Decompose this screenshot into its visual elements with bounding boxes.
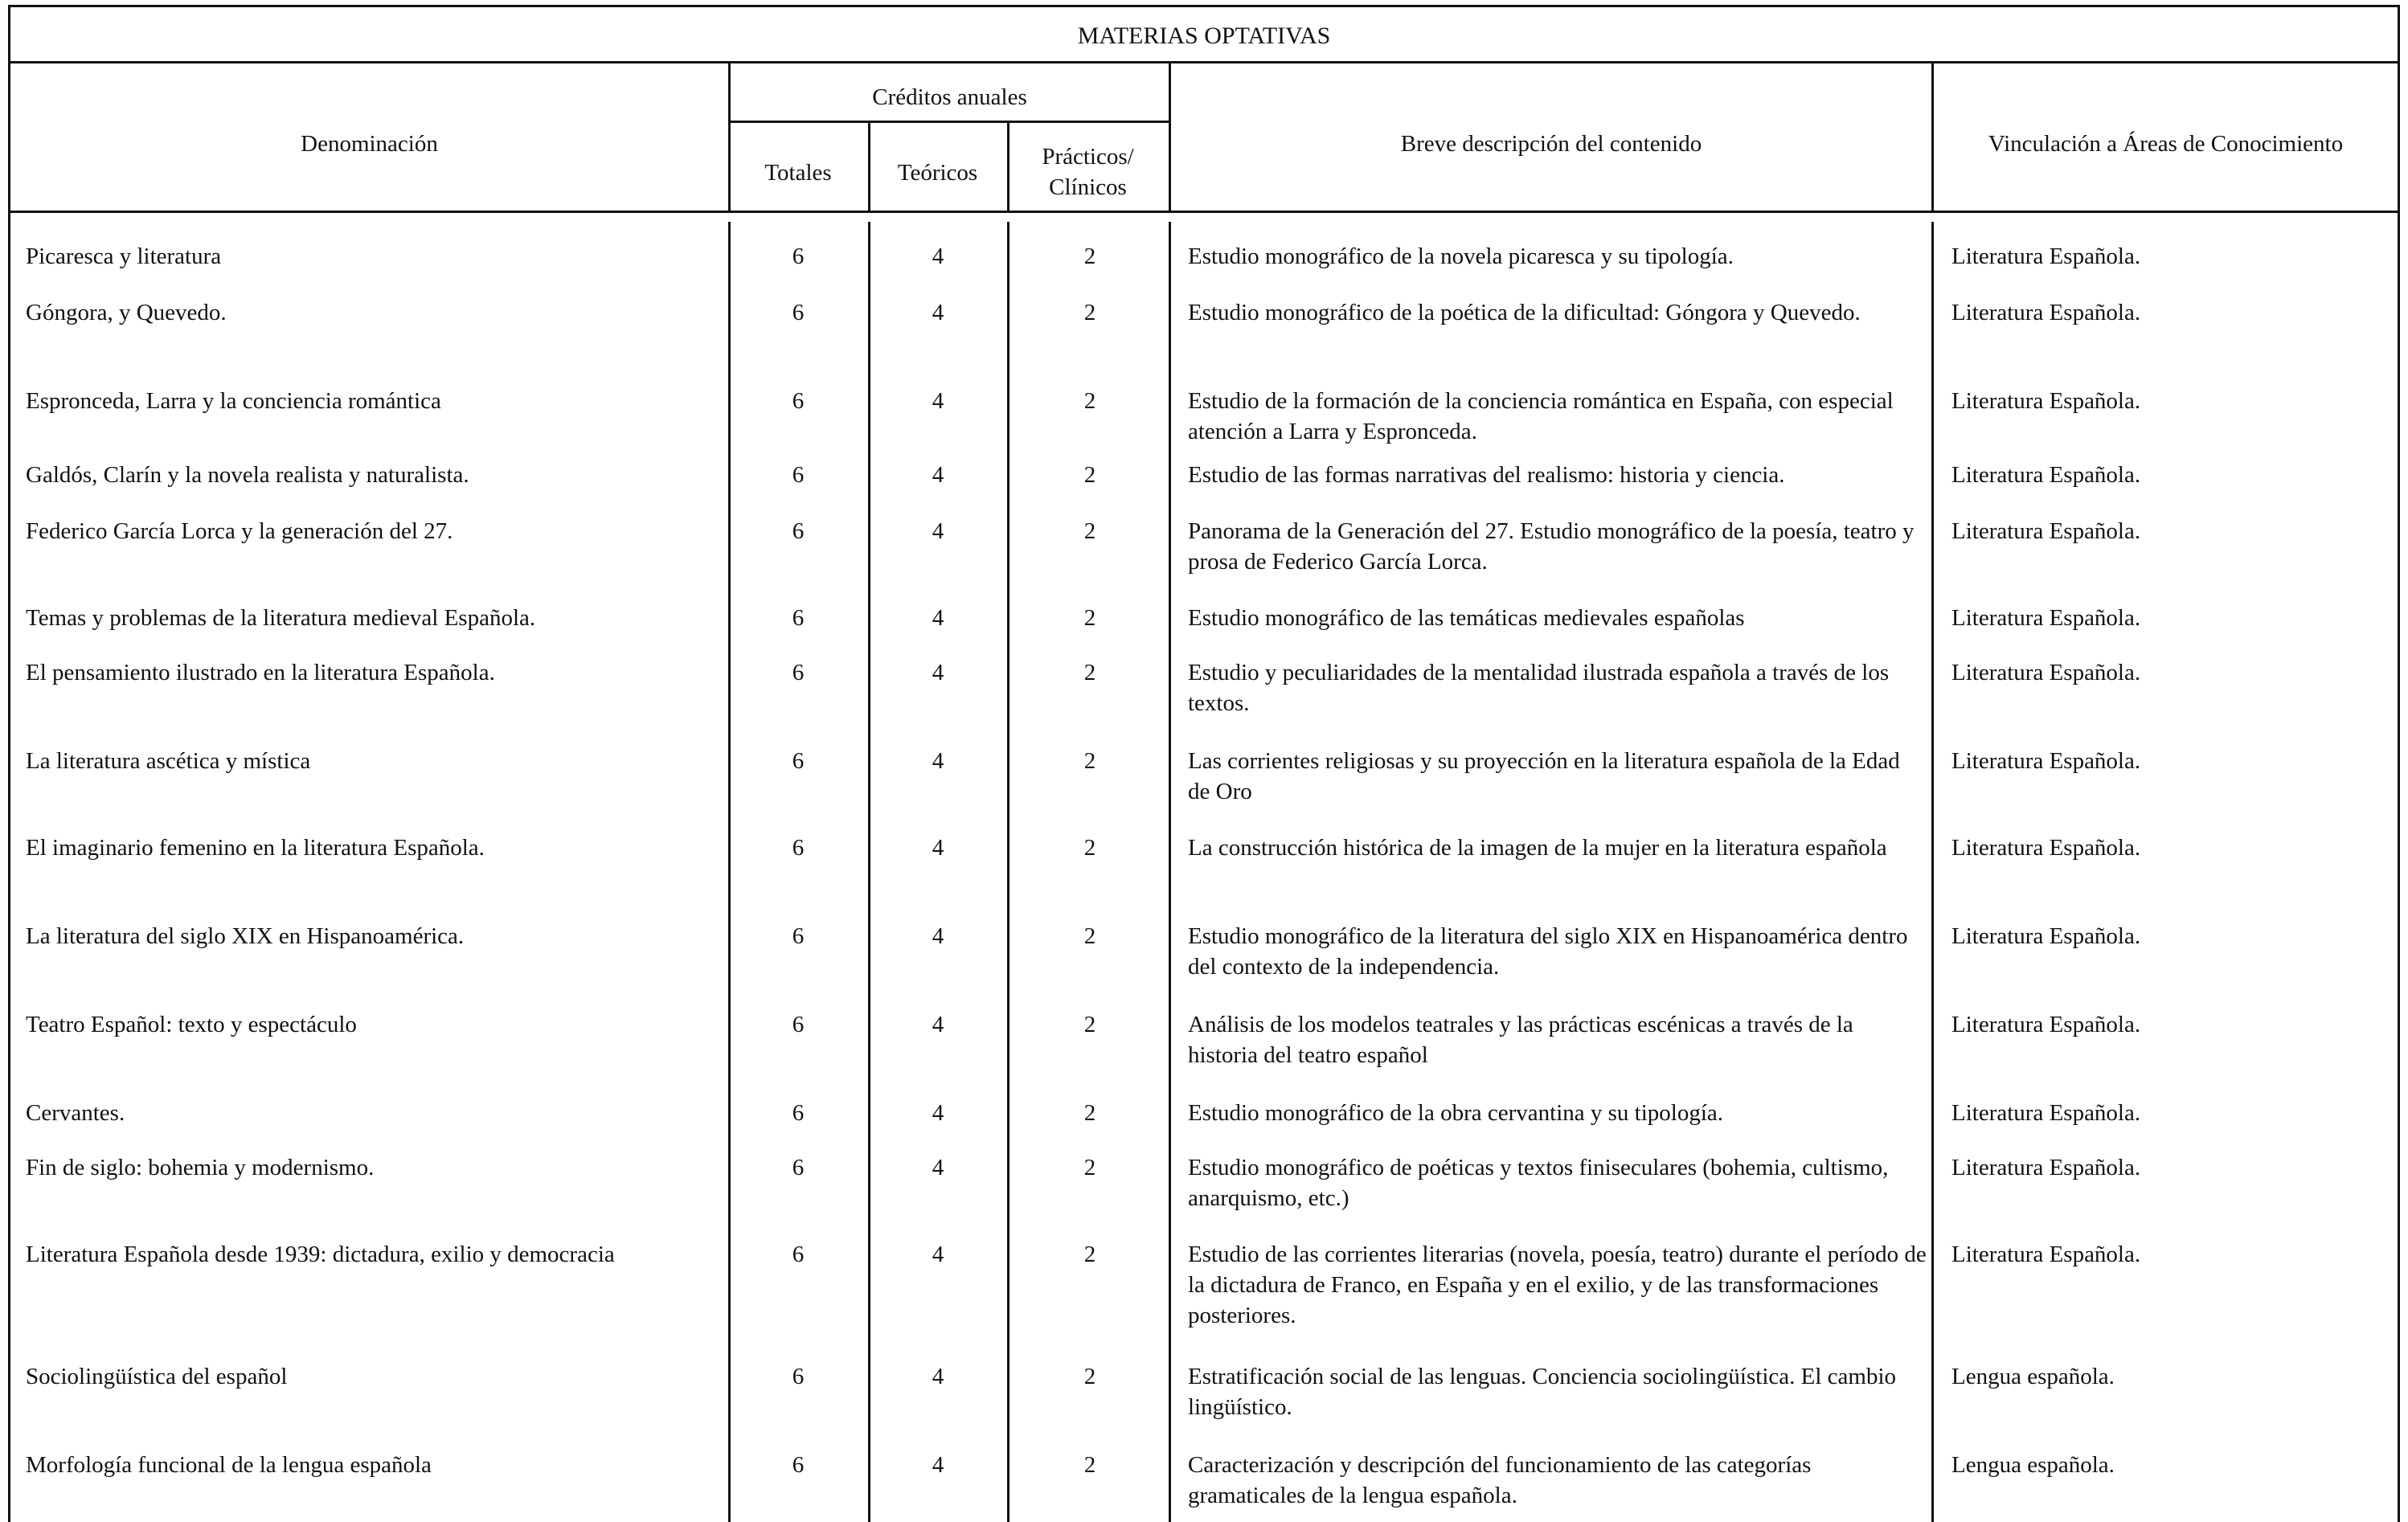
credits-practice: 2 [1083,923,1096,949]
credits-practice: 2 [1083,518,1096,544]
knowledge-area: Literatura Española. [1951,462,2141,488]
body-divider-totales [868,222,870,1522]
credits-practice: 2 [1083,748,1096,774]
credits-theory: 4 [932,1155,944,1180]
body-divider-name [728,222,731,1522]
knowledge-area: Literatura Española. [1951,243,2141,269]
credits-total: 6 [792,300,805,325]
header-totales: Totales [764,160,832,186]
subject-description: Estudio monográfico de la obra cervantina y su tipología. [1188,1100,1724,1126]
subject-name: Cervantes. [26,1100,125,1126]
credits-total: 6 [792,462,805,488]
credits-total: 6 [792,1155,805,1180]
credits-practice: 2 [1083,300,1096,325]
credits-theory: 4 [932,1100,944,1126]
credits-total: 6 [792,835,805,861]
subject-description: Estudio de las formas narrativas del realismo: historia y ciencia. [1188,462,1785,488]
credits-practice: 2 [1083,1452,1096,1478]
credits-practice: 2 [1083,1100,1096,1126]
subject-name: Fin de siglo: bohemia y modernismo. [26,1155,375,1180]
credits-total: 6 [792,1242,805,1267]
header-teoricos: Teóricos [897,160,978,186]
credits-practice: 2 [1083,1155,1096,1180]
knowledge-area: Literatura Española. [1951,388,2141,414]
credits-total: 6 [792,1364,805,1389]
credits-total: 6 [792,1012,805,1037]
credits-theory: 4 [932,518,944,544]
header-practicos-line2: Clínicos [1049,174,1127,200]
credits-practice: 2 [1083,1012,1096,1037]
credits-theory: 4 [932,462,944,488]
knowledge-area: Literatura Española. [1951,518,2141,544]
credits-total: 6 [792,243,805,269]
subject-description: Análisis de los modelos teatrales y las prácticas escénicas a través de la historia del teatro español [1188,1012,1853,1068]
subject-description: La construcción histórica de la imagen de la mujer en la literatura española [1188,835,1887,861]
subject-name: Galdós, Clarín y la novela realista y naturalista. [26,462,469,488]
credits-theory: 4 [932,660,944,685]
credits-theory: 4 [932,605,944,631]
header-bottom-divider [8,211,2400,213]
credits-total: 6 [792,605,805,631]
subject-name: Sociolingüística del español [26,1364,288,1389]
subject-description: Estudio monográfico de la literatura del siglo XIX en Hispanoamérica dentro del contexto de la independencia. [1188,923,1908,980]
subject-name: El imaginario femenino en la literatura Española. [26,835,485,861]
header-denominacion: Denominación [301,131,438,157]
subject-name: La literatura ascética y mística [26,748,311,774]
title-divider [8,61,2400,63]
credits-theory: 4 [932,1242,944,1267]
credits-theory: 4 [932,388,944,414]
subject-name: Picaresca y literatura [26,243,222,269]
knowledge-area: Literatura Española. [1951,300,2141,325]
header-practicos [1007,141,1169,203]
subject-name: Federico García Lorca y la generación del 27. [26,518,453,544]
subject-description: Estudio monográfico de la novela picaresca y su tipología. [1188,243,1734,269]
body-divider-teoricos [1007,222,1009,1522]
subject-description: Estudio de la formación de la conciencia romántica en España, con especial atención a Larra y Espronceda. [1188,388,1894,444]
credits-theory: 4 [932,1364,944,1389]
credits-total: 6 [792,748,805,774]
subject-description: Estudio de las corrientes literarias (novela, poesía, teatro) durante el período de la dictadura de Franco, en España y en el exilio, y de las transformaciones posteriores. [1188,1242,1927,1328]
subject-name: Morfología funcional de la lengua española [26,1452,432,1478]
knowledge-area: Literatura Española. [1951,748,2141,774]
header-vinculacion: Vinculación a Áreas de Conocimiento [1988,131,2344,157]
knowledge-area: Lengua española. [1951,1452,2115,1478]
frame-right-border [2398,5,2400,1522]
subject-name: Literatura Española desde 1939: dictadura, exilio y democracia [26,1242,615,1267]
frame-left-border [8,5,10,1522]
header-descripcion: Breve descripción del contenido [1400,131,1702,157]
subject-description: Las corrientes religiosas y su proyección en la literatura española de la Edad de Oro [1188,748,1900,804]
subject-name: Espronceda, Larra y la conciencia romántica [26,388,441,414]
credits-practice: 2 [1083,1364,1096,1389]
credits-total: 6 [792,660,805,685]
subject-name: Góngora, y Quevedo. [26,300,227,325]
credits-total: 6 [792,1100,805,1126]
credits-theory: 4 [932,748,944,774]
subject-description: Estratificación social de las lenguas. Conciencia sociolingüística. El cambio lingüístico. [1188,1364,1897,1420]
subject-name: La literatura del siglo XIX en Hispanoamérica. [26,923,465,949]
credits-theory: 4 [932,1012,944,1037]
body-divider-practicos [1169,222,1171,1522]
knowledge-area: Literatura Española. [1951,1100,2141,1126]
subject-name: Temas y problemas de la literatura medieval Española. [26,605,536,631]
credits-practice: 2 [1083,660,1096,685]
credits-total: 6 [792,518,805,544]
credits-theory: 4 [932,835,944,861]
subject-description: Estudio monográfico de poéticas y textos finiseculares (bohemia, cultismo, anarquismo, etc.) [1188,1155,1889,1211]
credits-total: 6 [792,923,805,949]
credits-subheader-divider [728,121,1171,123]
credits-total: 6 [792,388,805,414]
credits-total: 6 [792,1452,805,1478]
subject-name: Teatro Español: texto y espectáculo [26,1012,357,1037]
knowledge-area: Literatura Española. [1951,605,2141,631]
knowledge-area: Literatura Española. [1951,1242,2141,1267]
knowledge-area: Literatura Española. [1951,1155,2141,1180]
subject-description: Estudio monográfico de las temáticas medievales españolas [1188,605,1745,631]
table-title: MATERIAS OPTATIVAS [1077,23,1331,49]
credits-theory: 4 [932,243,944,269]
body-divider-desc [1931,222,1934,1522]
credits-theory: 4 [932,1452,944,1478]
knowledge-area: Lengua española. [1951,1364,2115,1389]
credits-practice: 2 [1083,462,1096,488]
knowledge-area: Literatura Española. [1951,1012,2141,1037]
header-practicos-line1: Prácticos/ [1042,144,1134,170]
subject-name: El pensamiento ilustrado en la literatura Española. [26,660,495,685]
subject-description: Panorama de la Generación del 27. Estudio monográfico de la poesía, teatro y prosa de Federico García Lorca. [1188,518,1915,575]
credits-practice: 2 [1083,388,1096,414]
header-creditos-anuales: Créditos anuales [872,84,1027,110]
subject-description: Estudio y peculiaridades de la mentalidad ilustrada española a través de los textos. [1188,660,1890,716]
subject-description: Caracterización y descripción del funcionamiento de las categorías gramaticales de la lengua española. [1188,1452,1812,1508]
credits-practice: 2 [1083,243,1096,269]
credits-practice: 2 [1083,605,1096,631]
subject-description: Estudio monográfico de la poética de la dificultad: Góngora y Quevedo. [1188,300,1861,325]
knowledge-area: Literatura Española. [1951,923,2141,949]
credits-theory: 4 [932,923,944,949]
knowledge-area: Literatura Española. [1951,660,2141,685]
frame-top-border [8,5,2400,7]
credits-practice: 2 [1083,1242,1096,1267]
knowledge-area: Literatura Española. [1951,835,2141,861]
credits-practice: 2 [1083,835,1096,861]
credits-theory: 4 [932,300,944,325]
